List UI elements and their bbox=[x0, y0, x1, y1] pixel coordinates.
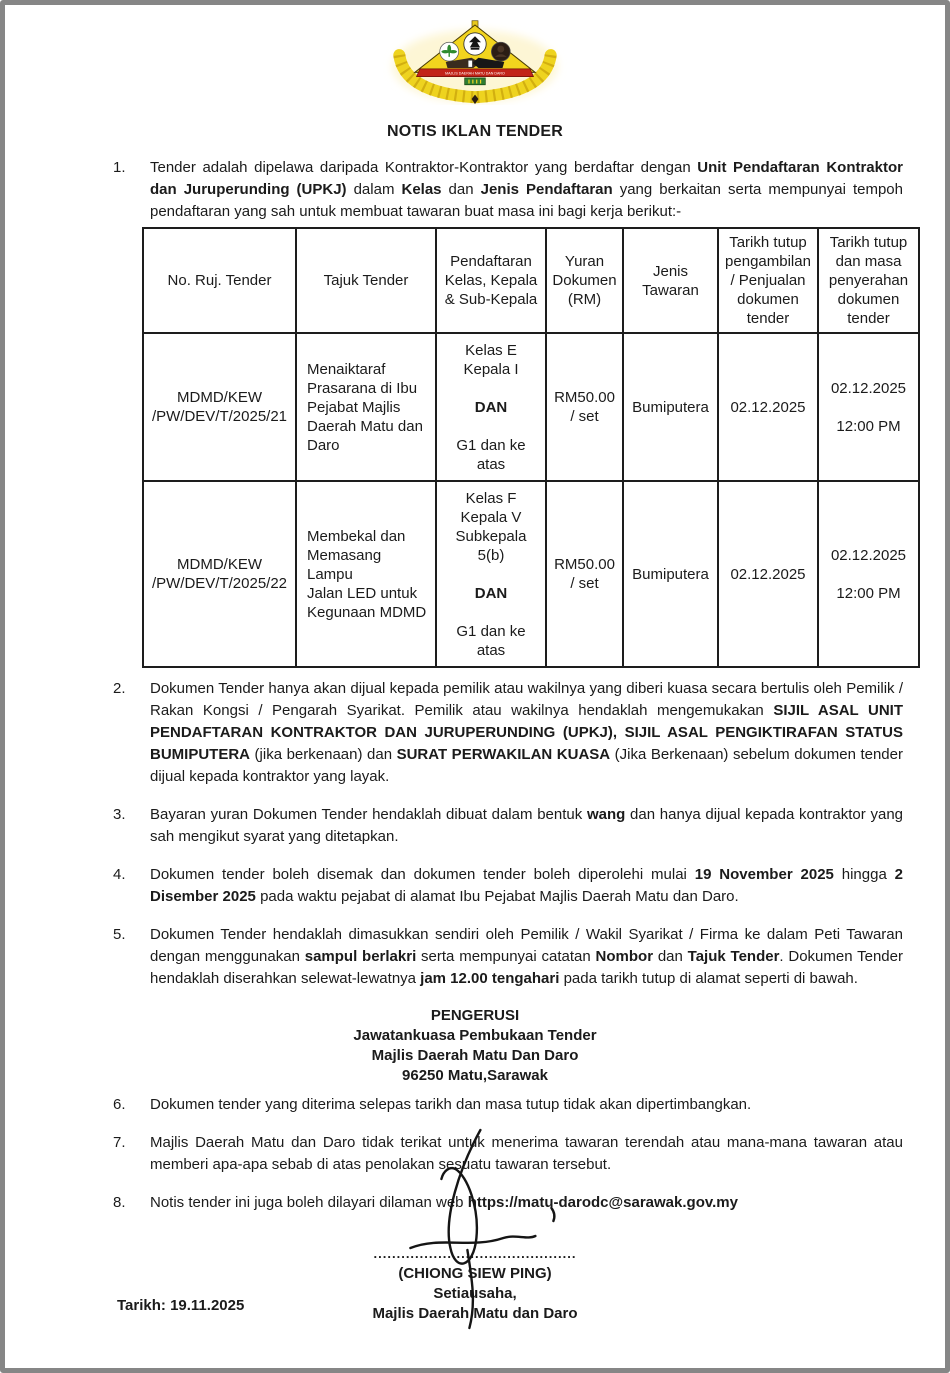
item-number: 6. bbox=[113, 1096, 126, 1113]
table-cell: 02.12.2025 bbox=[718, 333, 818, 481]
item-number: 4. bbox=[113, 866, 126, 883]
table-cell: Membekal dan Memasang Lampu Jalan LED untuk Kegunaan MDMD bbox=[296, 481, 436, 667]
table-row bbox=[143, 333, 919, 481]
item-text: Dokumen Tender hendaklah dimasukkan sendiri oleh Pemilik / Wakil Syarikat / Firma ke dalam Peti Tawaran dengan menggunakan sampul berlakri serta mempunyai catatan Nombor dan Tajuk Tender. Dokumen Tender hendaklah diserahkan selewat-lewatnya jam 12.00 tengahari pada tarikh tutup di alamat seperti di bawah. bbox=[150, 926, 903, 987]
list-item-2 bbox=[113, 678, 903, 788]
signature-dotted-line: ............................................ bbox=[373, 1246, 577, 1261]
item-text: Dokumen tender boleh disemak dan dokumen tender boleh diperolehi mulai 19 November 2025 hingga 2 Disember 2025 pada waktu pejabat di alamat Ibu Pejabat Majlis Daerah Matu dan Daro. bbox=[150, 866, 903, 905]
list-item-3 bbox=[113, 804, 903, 848]
item-number: 5. bbox=[113, 926, 126, 943]
signatory-organization: Majlis Daerah Matu dan Daro bbox=[372, 1305, 578, 1322]
column-header: Yuran Dokumen (RM) bbox=[546, 228, 623, 333]
address-line: Jawatankuasa Pembukaan Tender bbox=[353, 1027, 597, 1044]
table-cell: MDMD/KEW /PW/DEV/T/2025/21 bbox=[143, 333, 296, 481]
table-cell: 02.12.2025 12:00 PM bbox=[818, 481, 919, 667]
document-title: NOTIS IKLAN TENDER bbox=[386, 123, 564, 140]
table-cell: Bumiputera bbox=[623, 333, 718, 481]
list-item-1 bbox=[113, 157, 903, 223]
column-header: Pendaftaran Kelas, Kepala & Sub-Kepala bbox=[436, 228, 546, 333]
table-row bbox=[143, 481, 919, 667]
intro-section bbox=[5, 157, 945, 223]
item-text: Tender adalah dipelawa daripada Kontraktor-Kontraktor yang berdaftar dengan Unit Pendaftaran Kontraktor dan Juruperunding (UPKJ) dalam Kelas dan Jenis Pendaftaran yang berkaitan serta mempunyai tempoh pendaftaran yang sah untuk membuat tawaran buat masa ini bagi kerja berikut:- bbox=[150, 159, 903, 220]
closing-clauses-section bbox=[5, 1094, 945, 1214]
column-header: Tarikh tutup pengambilan / Penjualan dokumen tender bbox=[718, 228, 818, 333]
signatory-name: (CHIONG SIEW PING) bbox=[398, 1265, 552, 1282]
table-cell: Menaiktaraf Prasarana di Ibu Pejabat Majlis Daerah Matu dan Daro bbox=[296, 333, 436, 481]
item-number: 7. bbox=[113, 1134, 126, 1151]
item-text: Bayaran yuran Dokumen Tender hendaklah dibuat dalam bentuk wang dan hanya dijual kepada kontraktor yang sah mengikut syarat yang ditetapkan. bbox=[150, 806, 904, 845]
council-crest-logo bbox=[370, 19, 580, 105]
table-cell: MDMD/KEW /PW/DEV/T/2025/22 bbox=[143, 481, 296, 667]
item-number: 2. bbox=[113, 680, 126, 697]
table-header-row bbox=[143, 228, 919, 333]
table-cell: RM50.00 / set bbox=[546, 333, 623, 481]
crest-emblem-graphic bbox=[370, 19, 580, 105]
item-text: Dokumen tender yang diterima selepas tarikh dan masa tutup tidak akan dipertimbangkan. bbox=[150, 1096, 752, 1113]
address-line: Majlis Daerah Matu Dan Daro bbox=[371, 1047, 579, 1064]
tender-box-address-block bbox=[5, 1006, 945, 1086]
table-cell: Kelas E Kepala I DAN G1 dan ke atas bbox=[436, 333, 546, 481]
list-item-7 bbox=[113, 1132, 903, 1176]
column-header: Tajuk Tender bbox=[296, 228, 436, 333]
list-item-8 bbox=[113, 1192, 903, 1214]
address-line: 96250 Matu,Sarawak bbox=[402, 1067, 548, 1084]
column-header: Tarikh tutup dan masa penyerahan dokumen tender bbox=[818, 228, 919, 333]
list-item-5 bbox=[113, 924, 903, 990]
table-cell: Bumiputera bbox=[623, 481, 718, 667]
table-cell: Kelas F Kepala V Subkepala 5(b) DAN G1 dan ke atas bbox=[436, 481, 546, 667]
table-cell: RM50.00 / set bbox=[546, 481, 623, 667]
clauses-section bbox=[5, 678, 945, 990]
tender-table bbox=[142, 227, 920, 668]
item-number: 3. bbox=[113, 806, 126, 823]
crest-banner-text: MAJLIS DAERAH MATU DAN DARO bbox=[445, 71, 505, 76]
signatory-role: Setiausaha, bbox=[433, 1285, 517, 1302]
item-text: Dokumen Tender hanya akan dijual kepada pemilik atau wakilnya yang diberi kuasa secara bertulis oleh Pemilik / Rakan Kongsi / Pengarah Syarikat. Pemilik atau wakilnya hendaklah mengemukakan SIJIL ASAL UNIT PENDAFTARAN KONTRAKTOR DAN JURUPERUNDING (UPKJ), SIJIL ASAL PENGIKTIRAFAN STATUS BUMIPUTERA (jika berkenaan) dan SURAT PERWAKILAN KUASA (Jika Berkenaan) sebelum dokumen tender dijual kepada kontraktor yang layak. bbox=[150, 680, 903, 785]
address-line: PENGERUSI bbox=[430, 1007, 520, 1024]
item-number: 1. bbox=[113, 159, 126, 176]
list-item-6 bbox=[113, 1094, 903, 1116]
list-item-4 bbox=[113, 864, 903, 908]
item-text: Notis tender ini juga boleh dilayari dilaman web https://matu-darodc@sarawak.gov.my bbox=[150, 1194, 738, 1211]
item-text: Majlis Daerah Matu dan Daro tidak terikat untuk menerima tawaran terendah atau mana-mana tawaran atau memberi apa-apa sebab di atas penolakan sesuatu tawaran tersebut. bbox=[150, 1134, 903, 1173]
table-cell: 02.12.2025 bbox=[718, 481, 818, 667]
column-header: No. Ruj. Tender bbox=[143, 228, 296, 333]
date-line: Tarikh: 19.11.2025 bbox=[117, 1297, 245, 1314]
column-header: Jenis Tawaran bbox=[623, 228, 718, 333]
table-cell: 02.12.2025 12:00 PM bbox=[818, 333, 919, 481]
item-number: 8. bbox=[113, 1194, 126, 1211]
